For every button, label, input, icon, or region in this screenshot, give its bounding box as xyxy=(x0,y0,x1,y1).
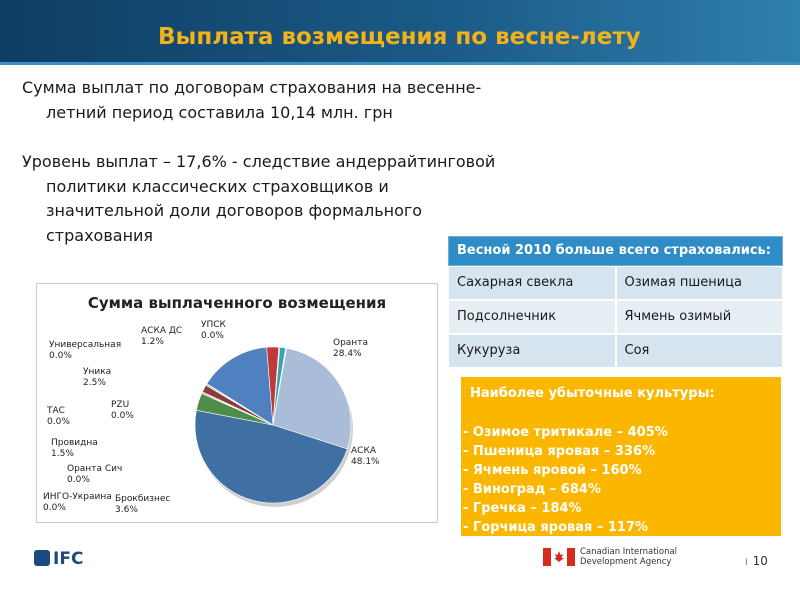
table-cell: Кукуруза xyxy=(448,334,616,368)
label-aska-ds: АСКА ДС 1.2% xyxy=(141,326,183,347)
page-number: I 10 xyxy=(745,554,768,568)
label-upsk: УПСК 0.0% xyxy=(201,320,226,341)
table-cell: Подсолнечник xyxy=(448,300,616,334)
ifc-logo: IFC xyxy=(34,549,83,569)
table-cell: Сахарная свекла xyxy=(448,266,616,300)
ifc-emblem-icon xyxy=(34,550,50,566)
label-brokbiznes: Брокбизнес 3.6% xyxy=(115,494,171,515)
list-item: - Горчица яровая – 117% xyxy=(463,520,649,535)
label-tas: ТАС 0.0% xyxy=(47,406,70,427)
loss-crops-header: Наиболее убыточные культуры: xyxy=(470,386,715,401)
list-item: - Пшеница яровая – 336% xyxy=(463,444,656,459)
loss-crops-list xyxy=(463,423,668,537)
label-aska: АСКА 48.1% xyxy=(351,446,380,467)
title-bar-underline xyxy=(0,62,800,65)
label-ingo: ИНГО-Украина 0.0% xyxy=(43,492,112,513)
table-cell: Ячмень озимый xyxy=(616,300,784,334)
label-uask: УАСК 14.8% xyxy=(161,408,190,429)
table-row xyxy=(448,300,783,334)
paragraph-line: страхования xyxy=(46,225,154,245)
paragraph-payout-level xyxy=(22,150,542,248)
list-item: - Ячмень яровой – 160% xyxy=(463,463,642,478)
label-pzu: PZU 0.0% xyxy=(111,400,134,421)
loss-crops-panel xyxy=(461,377,781,536)
label-oranta: Оранта 28.4% xyxy=(333,338,368,359)
crops-table xyxy=(448,236,783,368)
canada-flag-icon xyxy=(543,548,575,566)
list-item: - Виноград – 684% xyxy=(463,482,601,497)
table-cell: Соя xyxy=(616,334,784,368)
paragraph-line: летний период составила 10,14 млн. грн xyxy=(46,102,393,122)
slide-title: Выплата возмещения по весне-лету xyxy=(158,24,641,50)
pie-chart xyxy=(37,284,437,522)
label-providna: Провидна 1.5% xyxy=(51,438,98,459)
paragraph-line: значительной доли договоров формального xyxy=(46,201,423,220)
label-universalna: Универсальная 0.0% xyxy=(49,340,122,361)
crops-table-header: Весной 2010 больше всего страховались: xyxy=(448,236,783,266)
table-cell: Озимая пшеница xyxy=(616,266,784,300)
chart-title: Сумма выплаченного возмещения xyxy=(87,294,387,312)
list-item: - Гречка – 184% xyxy=(463,501,582,516)
paragraph-line: политики классических страховщиков и xyxy=(46,176,389,196)
pie-chart-panel xyxy=(36,283,438,523)
paragraph-payout-sum xyxy=(22,76,542,125)
table-row xyxy=(448,334,783,368)
label-oranta-sich: Оранта Сич 0.0% xyxy=(67,464,123,485)
list-item: - Озимое тритикале – 405% xyxy=(463,425,668,440)
table-row xyxy=(448,266,783,300)
label-unika: Уника 2.5% xyxy=(83,367,112,388)
cida-logo-text: Canadian International Development Agency xyxy=(580,547,678,567)
paragraph-line: Сумма выплат по договорам страхования на весенне- xyxy=(22,78,482,97)
paragraph-line: Уровень выплат – 17,6% - следствие андеррайтинговой xyxy=(22,152,496,171)
